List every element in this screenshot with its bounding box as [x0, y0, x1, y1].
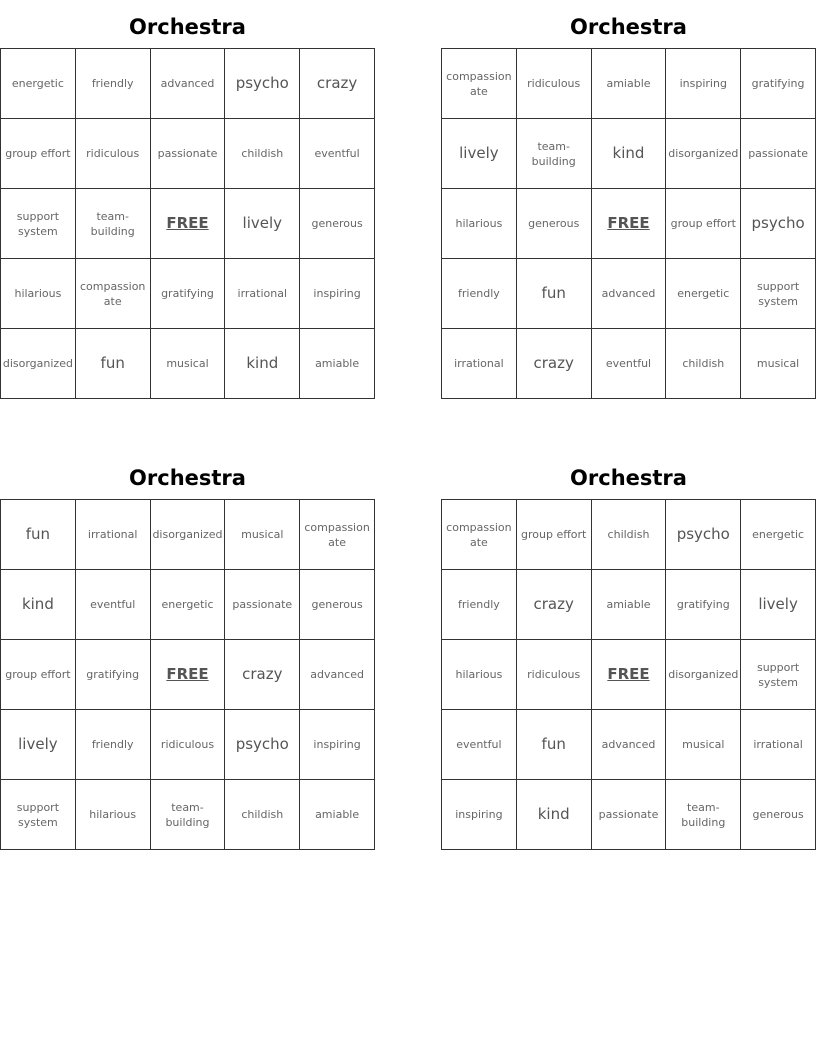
bingo-cell: hilarious [442, 640, 517, 710]
bingo-cell: eventful [442, 710, 517, 780]
card-title: Orchestra [570, 15, 687, 39]
bingo-cell: generous [300, 570, 375, 640]
bingo-grid [0, 499, 375, 850]
bingo-cell: fun [76, 329, 151, 399]
bingo-cell: advanced [151, 49, 226, 119]
bingo-cell: childish [225, 119, 300, 189]
bingo-cell: gratifying [666, 570, 741, 640]
bingo-cell: advanced [300, 640, 375, 710]
bingo-cell: team-building [666, 780, 741, 850]
bingo-cell: support system [1, 189, 76, 259]
bingo-cell: gratifying [151, 259, 226, 329]
bingo-cell: psycho [741, 189, 816, 259]
bingo-cell: hilarious [76, 780, 151, 850]
bingo-cell: childish [225, 780, 300, 850]
free-cell: FREE [592, 640, 667, 710]
bingo-cell: eventful [76, 570, 151, 640]
bingo-cell: energetic [151, 570, 226, 640]
bingo-cell: fun [517, 259, 592, 329]
bingo-cell: psycho [666, 500, 741, 570]
bingo-grid [441, 48, 816, 399]
free-cell: FREE [592, 189, 667, 259]
bingo-cell: compassionate [300, 500, 375, 570]
bingo-cell: lively [1, 710, 76, 780]
bingo-cell: crazy [517, 570, 592, 640]
bingo-cell: friendly [442, 259, 517, 329]
bingo-cell: team-building [76, 189, 151, 259]
bingo-cell: amiable [592, 49, 667, 119]
bingo-cell: lively [741, 570, 816, 640]
bingo-cell: fun [517, 710, 592, 780]
bingo-cell: group effort [1, 119, 76, 189]
bingo-cell: friendly [76, 49, 151, 119]
bingo-cell: ridiculous [517, 640, 592, 710]
bingo-cell: passionate [592, 780, 667, 850]
bingo-cell: team-building [151, 780, 226, 850]
bingo-cell: gratifying [76, 640, 151, 710]
bingo-cell: hilarious [1, 259, 76, 329]
bingo-cell: passionate [225, 570, 300, 640]
bingo-cell: inspiring [300, 259, 375, 329]
bingo-cell: ridiculous [76, 119, 151, 189]
bingo-cell: disorganized [666, 119, 741, 189]
bingo-cell: psycho [225, 710, 300, 780]
bingo-cell: hilarious [442, 189, 517, 259]
bingo-cell: gratifying [741, 49, 816, 119]
bingo-cell: inspiring [300, 710, 375, 780]
bingo-cell: inspiring [442, 780, 517, 850]
bingo-cell: eventful [300, 119, 375, 189]
bingo-cell: musical [741, 329, 816, 399]
bingo-cell: kind [225, 329, 300, 399]
bingo-cell: eventful [592, 329, 667, 399]
bingo-cell: inspiring [666, 49, 741, 119]
bingo-cell: childish [666, 329, 741, 399]
bingo-cell: compassionate [76, 259, 151, 329]
bingo-cell: support system [741, 259, 816, 329]
bingo-cell: group effort [666, 189, 741, 259]
bingo-cell: crazy [517, 329, 592, 399]
bingo-cell: irrational [442, 329, 517, 399]
bingo-cell: generous [517, 189, 592, 259]
free-cell: FREE [151, 189, 226, 259]
bingo-cell: friendly [76, 710, 151, 780]
bingo-cell: psycho [225, 49, 300, 119]
card-title: Orchestra [129, 466, 246, 490]
bingo-cell: crazy [225, 640, 300, 710]
free-cell: FREE [151, 640, 226, 710]
bingo-cell: compassionate [442, 49, 517, 119]
bingo-cell: amiable [300, 780, 375, 850]
card-title: Orchestra [129, 15, 246, 39]
bingo-cell: ridiculous [517, 49, 592, 119]
bingo-cell: disorganized [666, 640, 741, 710]
bingo-cell: musical [666, 710, 741, 780]
bingo-cell: amiable [300, 329, 375, 399]
bingo-cell: irrational [741, 710, 816, 780]
bingo-cell: lively [442, 119, 517, 189]
bingo-cell: generous [741, 780, 816, 850]
bingo-cell: advanced [592, 259, 667, 329]
bingo-cell: musical [151, 329, 226, 399]
bingo-cell: disorganized [1, 329, 76, 399]
bingo-cell: energetic [1, 49, 76, 119]
bingo-cell: support system [1, 780, 76, 850]
bingo-cell: childish [592, 500, 667, 570]
card-title: Orchestra [570, 466, 687, 490]
bingo-cell: advanced [592, 710, 667, 780]
bingo-cell: energetic [741, 500, 816, 570]
bingo-cell: group effort [1, 640, 76, 710]
bingo-cell: lively [225, 189, 300, 259]
bingo-cell: energetic [666, 259, 741, 329]
bingo-cell: crazy [300, 49, 375, 119]
bingo-cell: passionate [151, 119, 226, 189]
bingo-cell: passionate [741, 119, 816, 189]
bingo-cell: disorganized [151, 500, 226, 570]
bingo-cell: group effort [517, 500, 592, 570]
bingo-cell: kind [1, 570, 76, 640]
bingo-grid [441, 499, 816, 850]
bingo-grid [0, 48, 375, 399]
bingo-cell: friendly [442, 570, 517, 640]
bingo-cell: irrational [225, 259, 300, 329]
bingo-cell: fun [1, 500, 76, 570]
bingo-cell: irrational [76, 500, 151, 570]
bingo-cell: ridiculous [151, 710, 226, 780]
bingo-cell: amiable [592, 570, 667, 640]
bingo-cell: support system [741, 640, 816, 710]
bingo-cell: compassionate [442, 500, 517, 570]
bingo-cell: musical [225, 500, 300, 570]
bingo-cell: kind [517, 780, 592, 850]
bingo-cell: kind [592, 119, 667, 189]
bingo-cell: team-building [517, 119, 592, 189]
bingo-cell: generous [300, 189, 375, 259]
